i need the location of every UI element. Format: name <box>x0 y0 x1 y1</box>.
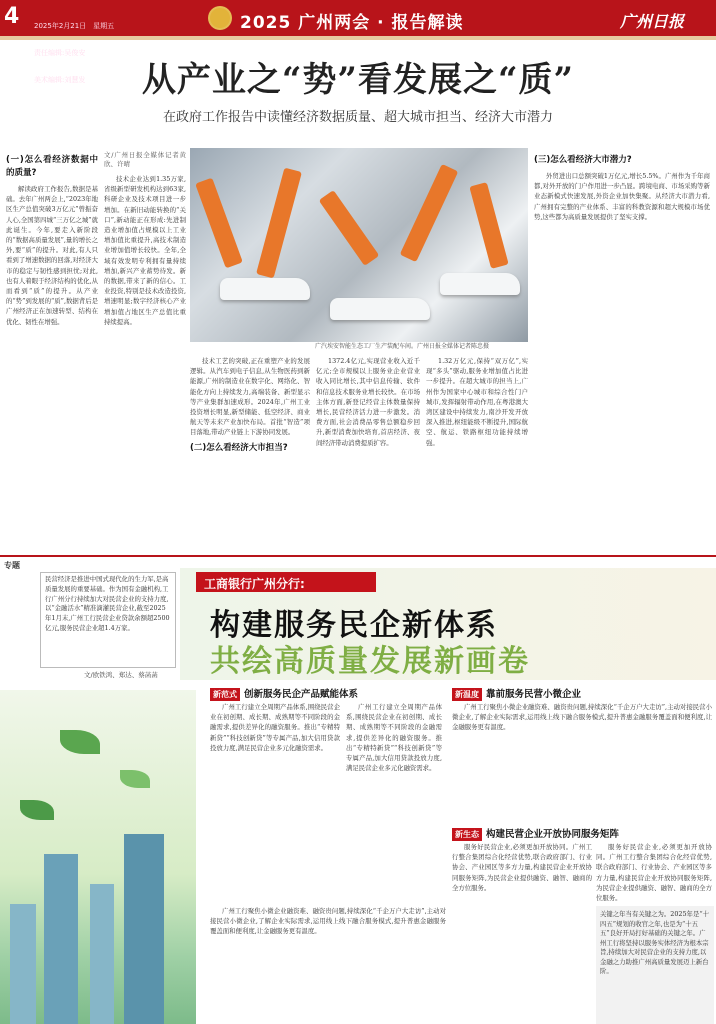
special-column-6 <box>210 906 446 1022</box>
column-text: 1372.4亿元,实现营业收入近千亿元;全市规模以上服务业企业营业收入同比增长,其中信息传输、软件和信息技术服务业增长较快。在市场主体方面,新登记经营主体数量保持增长,民营经济活力进一步激发。消费方面,社会消费品零售总额稳步回升,新型消费加快培育,首店经济、夜间经济带动消费提质扩容。 <box>316 357 420 447</box>
meta-date: 2025年2月21日 星期五 <box>34 22 115 30</box>
section-tag: 新生态 <box>452 828 482 841</box>
topic-byline: 文/欧铁鸿、郑达、蔡菡菡 <box>84 671 158 679</box>
article-byline: 文/广州日报全媒体记者黄欣、许晴 <box>104 151 186 168</box>
page-number: 4 <box>4 4 20 29</box>
column-text: 广州工行建立全周期产品体系,围绕民营企业在初创期、成长期、成熟期等不同阶段的金融需求,提供差异化的融资服务。推出“专精特新贷”“科技创新贷”等专属产品,加大信用贷款投放力度,满足民营企业多元化融资需求。 <box>210 703 340 752</box>
column-text: 广州工行建立全周期产品体系,围绕民营企业在初创期、成长期、成熟期等不同阶段的金融需求,提供差异化的融资服务。推出“专精特新贷”“科技创新贷”等专属产品,加大信用贷款投放力度,满足民营企业多元化融资需求。 <box>346 703 442 773</box>
section-heading-3 <box>452 686 581 701</box>
article-subtitle: 在政府工作报告中读懂经济数据质量、超大城市担当、经济大市潜力 <box>162 110 553 125</box>
special-column-7 <box>596 842 712 902</box>
special-column-4 <box>452 702 712 822</box>
topic-intro-box: 民营经济是推进中国式现代化的生力军,是高质量发展的重要基础。作为国有金融机构,工行广州分行持续加大对民营企业的支持力度,以“金融活水”精准滴灌民营企业,截至2025年1月末,广州工行民营企业贷款余额超2500亿元,服务民营企业超1.4万家。 <box>40 572 176 668</box>
bank-tag: 工商银行广州分行: <box>196 572 376 592</box>
factory-photo <box>190 148 528 342</box>
special-column-2 <box>210 702 340 902</box>
column-text: 1.32万亿元,保持“双万亿”,实现“多头”驱动,服务业增加值占比进一步提升。在超大城市的担当上,广州作为国家中心城市和综合性门户城市,发挥辐射带动作用,在粤港澳大湾区建设中持续发力,南沙开发开放深入推进,枢纽能级不断提升,国际航空、航运、铁路枢纽功能持续增强。 <box>426 357 528 447</box>
article-column-6 <box>534 150 710 550</box>
article-column-3 <box>190 356 310 550</box>
article-title: 从产业之“势”看发展之“质” <box>141 60 575 100</box>
section-tag: 新范式 <box>210 688 240 701</box>
column-text: 服务好民营企业,必须更加开放协同。广州工行整合集团综合化经营优势,联合政府部门、行业协会、产业园区等多方力量,构建民营企业开放协同服务矩阵,为民营企业提供融资、融智、融商的全方位服务。 <box>596 843 712 902</box>
column-text: 广州工行聚焦小微企业融资难、融资贵问题,持续深化“千企万户大走访”,主动对接民营小微企业,了解企业实际需求,运用线上线下融合服务模式,提升普惠金融服务覆盖面和便利度,让金融服务更有温度。 <box>210 907 446 936</box>
question-heading-3: (三)怎么看经济大市潜力? <box>534 155 632 165</box>
meta-designer: 美术编辑:刘慧发 <box>34 76 86 84</box>
column-text: 广州工行聚焦小微企业融资难、融资贵问题,持续深化“千企万户大走访”,主动对接民营小微企业,了解企业实际需求,运用线上线下融合服务模式,提升普惠金融服务覆盖面和便利度,让金融服务更有温度。 <box>452 703 712 732</box>
section-heading-2 <box>210 686 358 701</box>
special-label: 专题 <box>4 561 20 570</box>
column-text: 外贸进出口总额突破1万亿元,增长5.5%。广州作为千年商都,对外开放的门户作用进一步凸显。跨境电商、市场采购等新业态新模式快速发展,外资企业加快集聚。从经济大市潜力看,广州拥有完整的产业体系、丰富的科教资源和超大规模市场优势,这些都为高质量发展提供了坚实支撑。 <box>534 172 710 221</box>
section-tag: 新温度 <box>452 688 482 701</box>
quote-text: 关键之年当有关键之为。2025年是“十四五”规划的收官之年,也是为“十五五”良好开局打好基础的关键之年。广州工行将坚持以服务实体经济为根本宗旨,持续加大对民营企业的支持力度,以金融之力助推广州高质量发展迈上新台阶。 <box>600 910 709 975</box>
question-heading-1: (一)怎么看经济数据中的质量? <box>6 155 98 178</box>
emblem-icon <box>208 6 232 30</box>
section-heading-text: 构建民营企业开放协同服务矩阵 <box>486 829 620 840</box>
section-title: 2025 广州两会 · 报告解读 <box>240 13 464 33</box>
special-column-5 <box>452 842 592 1022</box>
column-text: 技术企业达到1.35万家,省级新型研发机构达到63家,科研企业及技术项目进一步增加。在新旧动能转换的“关口”,新动能正在形成:先进制造业增加值占规模以上工业增加值比重提升,高技术制造业增加值增长较快。全年,全域有效发明专利拥有量持续增加,新兴产业蓄势待发。新的数据,带来了新的信心。工业投资,特别是技术改造投资,增速明显;数字经济核心产业增加值占地区生产总值比重持续提高。 <box>104 175 186 326</box>
article-column-1 <box>6 150 98 550</box>
special-column-3 <box>346 702 442 902</box>
section-heading-text: 靠前服务民营小微企业 <box>486 689 582 700</box>
article-column-4 <box>316 356 420 550</box>
photo-caption: 广汽埃安智能生态工厂生产装配车间。广州日报全媒体记者陈忠摄 <box>315 343 490 350</box>
column-text: 解读政府工作报告,数据是基础。去年广州两会上,“2023年地区生产总值突破3万亿元”曾振奋人心,全国第四城“三万亿之城”就此诞生。今年,要走入新阶段的“数据高质量发展”,量的增长之外,要“质”的提升。对此,有人只看到了增速数据的回落,对经济大市的稳定与韧性感到担忧;对此,也有人着眼于经济结构的优化,从而看到“质”的提升。从产业的“势”到发展的“质”,数据背后是广州经济正在加速转型、结构在优化、韧性在增强。 <box>6 185 98 326</box>
quote-box <box>596 906 714 1024</box>
special-headline-1: 构建服务民企新体系 <box>210 608 498 643</box>
question-heading-2: (二)怎么看经济大市担当? <box>190 442 288 453</box>
column-text: 技术工艺的突破,正在重塑产业的发展逻辑。从汽车到电子信息,从生物医药到新能源,广州的制造业在数字化、网络化、智能化方向上持续发力,高端装备、新型显示等产业集群加速成形。2024年,广州工业投资增长明显,新型储能、低空经济、商业航天等未来产业加快布局。首批“智造”项目落地,带动产业链上下游协同发展。 <box>190 357 310 437</box>
green-illustration <box>0 690 196 1024</box>
section-heading-4 <box>452 826 619 841</box>
special-headline-2: 共绘高质量发展新画卷 <box>210 644 530 679</box>
article-column-2 <box>104 150 186 550</box>
newspaper-logo: 广州日报 <box>620 12 685 31</box>
article-column-5 <box>426 356 528 550</box>
section-heading-text: 创新服务民企产品赋能体系 <box>244 689 359 700</box>
header-divider <box>0 36 716 40</box>
column-text: 服务好民营企业,必须更加开放协同。广州工行整合集团综合化经营优势,联合政府部门、行业协会、产业园区等多方力量,构建民营企业开放协同服务矩阵,为民营企业提供融资、融智、融商的全方位服务。 <box>452 843 592 892</box>
meta-editor: 责任编辑:吴俊安 <box>34 49 86 57</box>
section-divider <box>0 555 716 557</box>
